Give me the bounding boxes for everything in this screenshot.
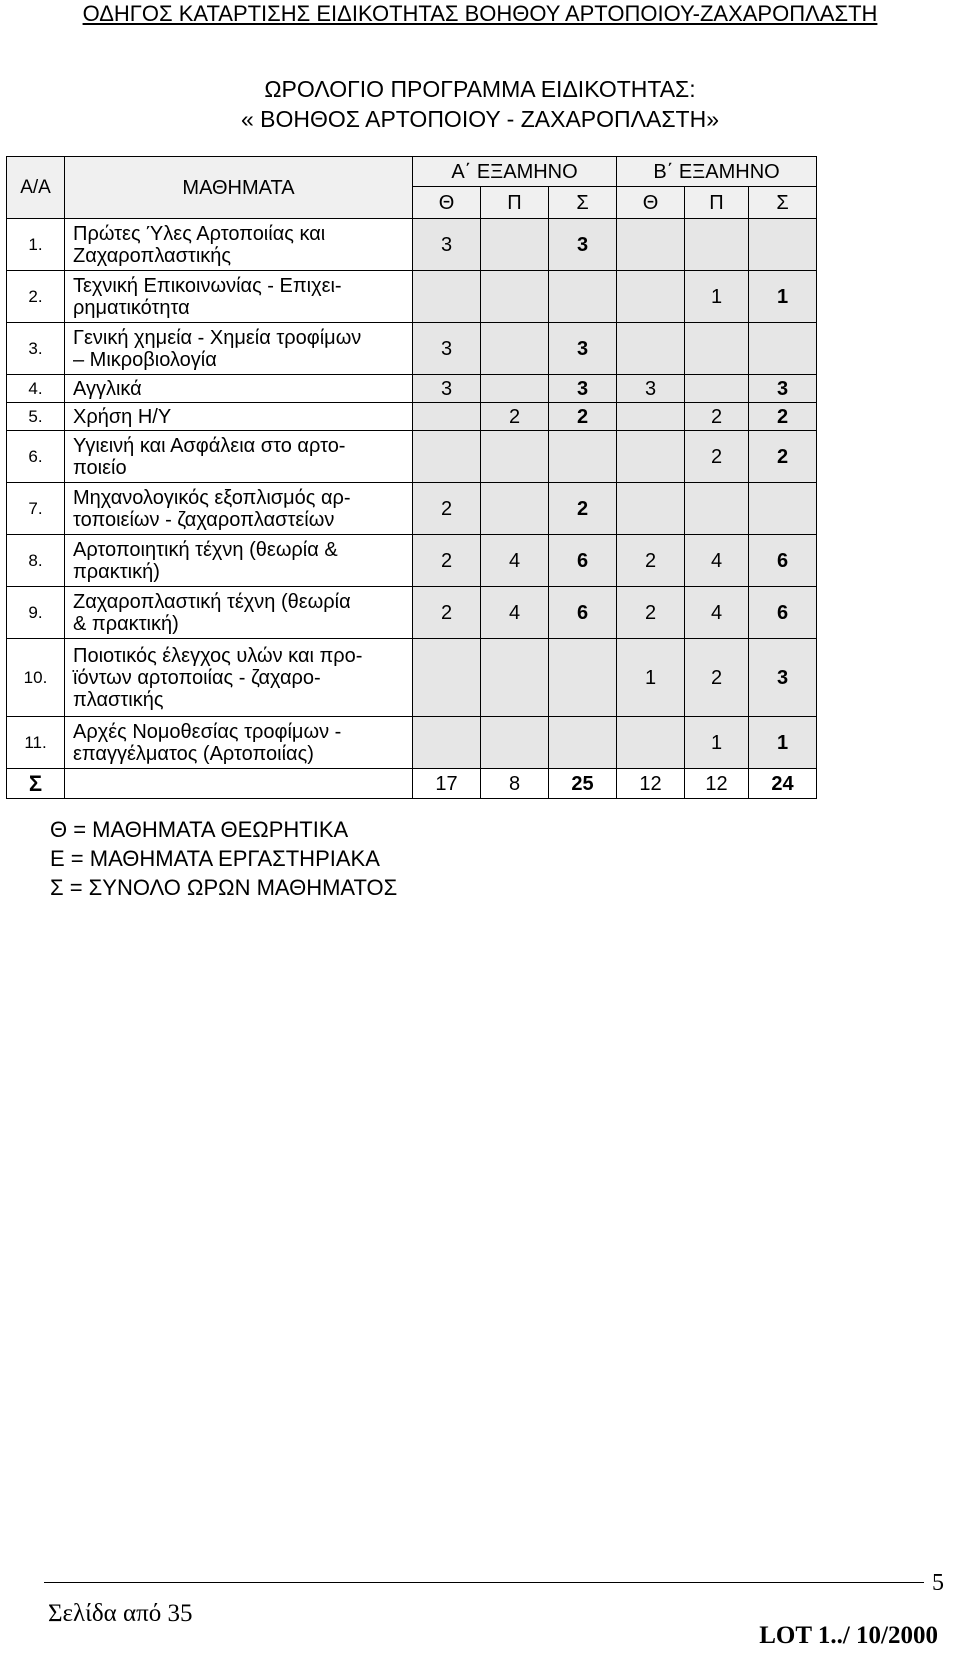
semester-header-row — [7, 157, 817, 187]
table-row — [7, 323, 817, 375]
schedule-title-line1: ΩΡΟΛΟΓΙΟ ΠΡΟΓΡΑΜΜΑ ΕΙΔΙΚΟΤΗΤΑΣ: — [264, 76, 696, 102]
semester-b-header: Β΄ ΕΞΑΜΗΝΟ — [617, 157, 817, 187]
row-number: 6. — [7, 431, 65, 483]
hours-cell: 2 — [481, 403, 549, 431]
page-number: 5 — [932, 1570, 944, 1596]
subject-cell — [65, 403, 413, 431]
hours-cell: 6 — [749, 587, 817, 639]
hours-cell — [481, 323, 549, 375]
subject-line: Ζαχαροπλαστική τέχνη (θεωρία — [73, 590, 351, 613]
subject-cell — [65, 431, 413, 483]
hours-cell: 2 — [749, 431, 817, 483]
legend-theory: Θ = ΜΑΘΗΜΑΤΑ ΘΕΩΡΗΤΙΚΑ — [50, 817, 349, 842]
hours-cell: 2 — [549, 403, 617, 431]
hours-cell: 3 — [617, 375, 685, 403]
sub-col-header: Π — [481, 187, 549, 219]
subject-line: πλαστικής — [73, 688, 164, 711]
hours-cell: 1 — [685, 717, 749, 769]
hours-cell — [617, 219, 685, 271]
subject-line: ποιείο — [73, 456, 127, 479]
hours-cell — [481, 219, 549, 271]
hours-cell — [617, 323, 685, 375]
aa-column-header: Α/Α — [7, 157, 65, 219]
table-row — [7, 587, 817, 639]
hours-cell — [481, 375, 549, 403]
hours-cell: 3 — [549, 219, 617, 271]
hours-cell: 2 — [413, 587, 481, 639]
hours-cell: 1 — [749, 271, 817, 323]
hours-cell — [413, 639, 481, 717]
subject-line: τοποιείων - ζαχαροπλαστείων — [73, 508, 335, 531]
hours-cell: 1 — [617, 639, 685, 717]
subject-line: Τεχνική Επικοινωνίας - Επιχει- — [73, 274, 342, 297]
hours-cell — [481, 431, 549, 483]
subject-line: Αγγλικά — [73, 377, 142, 400]
row-number: 2. — [7, 271, 65, 323]
hours-cell: 2 — [413, 483, 481, 535]
row-number: 5. — [7, 403, 65, 431]
hours-cell — [749, 219, 817, 271]
hours-cell: 3 — [749, 375, 817, 403]
hours-cell — [685, 483, 749, 535]
hours-cell — [685, 219, 749, 271]
subject-cell — [65, 483, 413, 535]
sub-col-header: Σ — [549, 187, 617, 219]
hours-cell: 3 — [549, 375, 617, 403]
subject-line: επαγγέλματος (Αρτοποιίας) — [73, 742, 314, 765]
subjects-column-header: ΜΑΘΗΜΑΤΑ — [65, 157, 413, 219]
hours-cell: 1 — [685, 271, 749, 323]
subject-cell — [65, 717, 413, 769]
totals-row — [7, 769, 817, 799]
totals-label: Σ — [7, 769, 65, 799]
row-number: 7. — [7, 483, 65, 535]
subject-line: Ζαχαροπλαστικής — [73, 244, 232, 267]
hours-cell — [481, 271, 549, 323]
hours-cell: 2 — [413, 535, 481, 587]
legend-lab: Ε = ΜΑΘΗΜΑΤΑ ΕΡΓΑΣΤΗΡΙΑΚΑ — [50, 846, 380, 871]
table-row — [7, 483, 817, 535]
hours-cell: 6 — [549, 587, 617, 639]
hours-cell — [549, 639, 617, 717]
total-cell: 24 — [749, 769, 817, 799]
row-number: 1. — [7, 219, 65, 271]
hours-cell — [685, 323, 749, 375]
hours-cell — [413, 403, 481, 431]
subject-line: Γενική χημεία - Χημεία τροφίμων — [73, 326, 362, 349]
table-row — [7, 219, 817, 271]
hours-cell — [617, 717, 685, 769]
total-cell: 25 — [549, 769, 617, 799]
subject-cell — [65, 535, 413, 587]
total-cell: 12 — [617, 769, 685, 799]
subject-line: Αρτοποιητική τέχνη (θεωρία & — [73, 538, 338, 561]
subject-line: & πρακτική) — [73, 612, 179, 635]
table-row — [7, 535, 817, 587]
subject-cell — [65, 271, 413, 323]
totals-empty-cell — [65, 769, 413, 799]
total-cell: 8 — [481, 769, 549, 799]
table-row — [7, 271, 817, 323]
hours-cell — [481, 639, 549, 717]
sub-col-header: Θ — [617, 187, 685, 219]
hours-cell: 4 — [685, 535, 749, 587]
subject-cell — [65, 587, 413, 639]
table-row — [7, 431, 817, 483]
hours-cell: 2 — [749, 403, 817, 431]
hours-cell: 4 — [481, 587, 549, 639]
subject-line: – Μικροβιολογία — [73, 348, 217, 371]
hours-cell: 4 — [481, 535, 549, 587]
subject-line: ρηματικότητα — [73, 296, 190, 319]
row-number: 3. — [7, 323, 65, 375]
subject-line: Υγιεινή και Ασφάλεια στο αρτο- — [73, 434, 346, 457]
table-row — [7, 403, 817, 431]
hours-cell — [481, 717, 549, 769]
schedule-table — [6, 156, 817, 799]
hours-cell: 3 — [413, 323, 481, 375]
hours-cell — [685, 375, 749, 403]
sub-col-header: Σ — [749, 187, 817, 219]
sub-col-header: Π — [685, 187, 749, 219]
subject-cell — [65, 375, 413, 403]
table-row — [7, 639, 817, 717]
document-header-title: ΟΔΗΓΟΣ ΚΑΤΑΡΤΙΣΗΣ ΕΙΔΙΚΟΤΗΤΑΣ ΒΟΗΘΟΥ ΑΡΤΟΠΟΙΟΥ-ΖΑΧΑΡΟΠΛΑΣΤΗ — [82, 1, 878, 26]
subject-cell — [65, 323, 413, 375]
page-of-label: Σελίδα από 35 — [48, 1600, 193, 1627]
hours-cell: 2 — [685, 639, 749, 717]
table-row — [7, 375, 817, 403]
hours-cell: 3 — [549, 323, 617, 375]
hours-cell — [549, 431, 617, 483]
subject-line: Πρώτες Ύλες Αρτοποιίας και — [73, 222, 326, 245]
total-cell: 12 — [685, 769, 749, 799]
row-number: 8. — [7, 535, 65, 587]
schedule-title — [0, 74, 960, 134]
hours-cell: 2 — [617, 535, 685, 587]
hours-cell: 2 — [685, 403, 749, 431]
hours-cell — [617, 271, 685, 323]
hours-cell — [749, 483, 817, 535]
total-cell: 17 — [413, 769, 481, 799]
footer-divider — [44, 1582, 924, 1583]
sub-col-header: Θ — [413, 187, 481, 219]
hours-cell: 2 — [549, 483, 617, 535]
legend — [50, 815, 397, 902]
legend-total: Σ = ΣΥΝΟΛΟ ΩΡΩΝ ΜΑΘΗΜΑΤΟΣ — [50, 875, 398, 900]
hours-cell — [617, 403, 685, 431]
hours-cell: 3 — [413, 219, 481, 271]
subject-line: Μηχανολογικός εξοπλισμός αρ- — [73, 486, 351, 509]
hours-cell: 2 — [685, 431, 749, 483]
subject-line: Αρχές Νομοθεσίας τροφίμων - — [73, 720, 342, 743]
semester-a-header: Α΄ ΕΞΑΜΗΝΟ — [413, 157, 617, 187]
hours-cell: 3 — [749, 639, 817, 717]
hours-cell: 6 — [549, 535, 617, 587]
hours-cell — [549, 717, 617, 769]
subject-line: Χρήση Η/Υ — [73, 405, 172, 428]
subject-cell — [65, 639, 413, 717]
row-number: 9. — [7, 587, 65, 639]
subject-line: πρακτική) — [73, 560, 160, 583]
hours-cell — [617, 483, 685, 535]
hours-cell: 4 — [685, 587, 749, 639]
hours-cell: 2 — [617, 587, 685, 639]
schedule-title-line2: « ΒΟΗΘΟΣ ΑΡΤΟΠΟΙΟΥ - ΖΑΧΑΡΟΠΛΑΣΤΗ» — [240, 106, 720, 132]
lot-label: LOT 1../ 10/2000 — [759, 1622, 938, 1649]
hours-cell — [617, 431, 685, 483]
subject-line: ϊόντων αρτοποιίας - ζαχαρο- — [73, 666, 321, 689]
row-number: 11. — [7, 717, 65, 769]
row-number: 4. — [7, 375, 65, 403]
hours-cell: 1 — [749, 717, 817, 769]
hours-cell — [549, 271, 617, 323]
hours-cell — [413, 271, 481, 323]
hours-cell — [749, 323, 817, 375]
hours-cell: 3 — [413, 375, 481, 403]
hours-cell — [481, 483, 549, 535]
hours-cell — [413, 717, 481, 769]
subject-line: Ποιοτικός έλεγχος υλών και προ- — [73, 644, 363, 667]
hours-cell: 6 — [749, 535, 817, 587]
hours-cell — [413, 431, 481, 483]
subject-cell — [65, 219, 413, 271]
table-row — [7, 717, 817, 769]
row-number: 10. — [7, 639, 65, 717]
